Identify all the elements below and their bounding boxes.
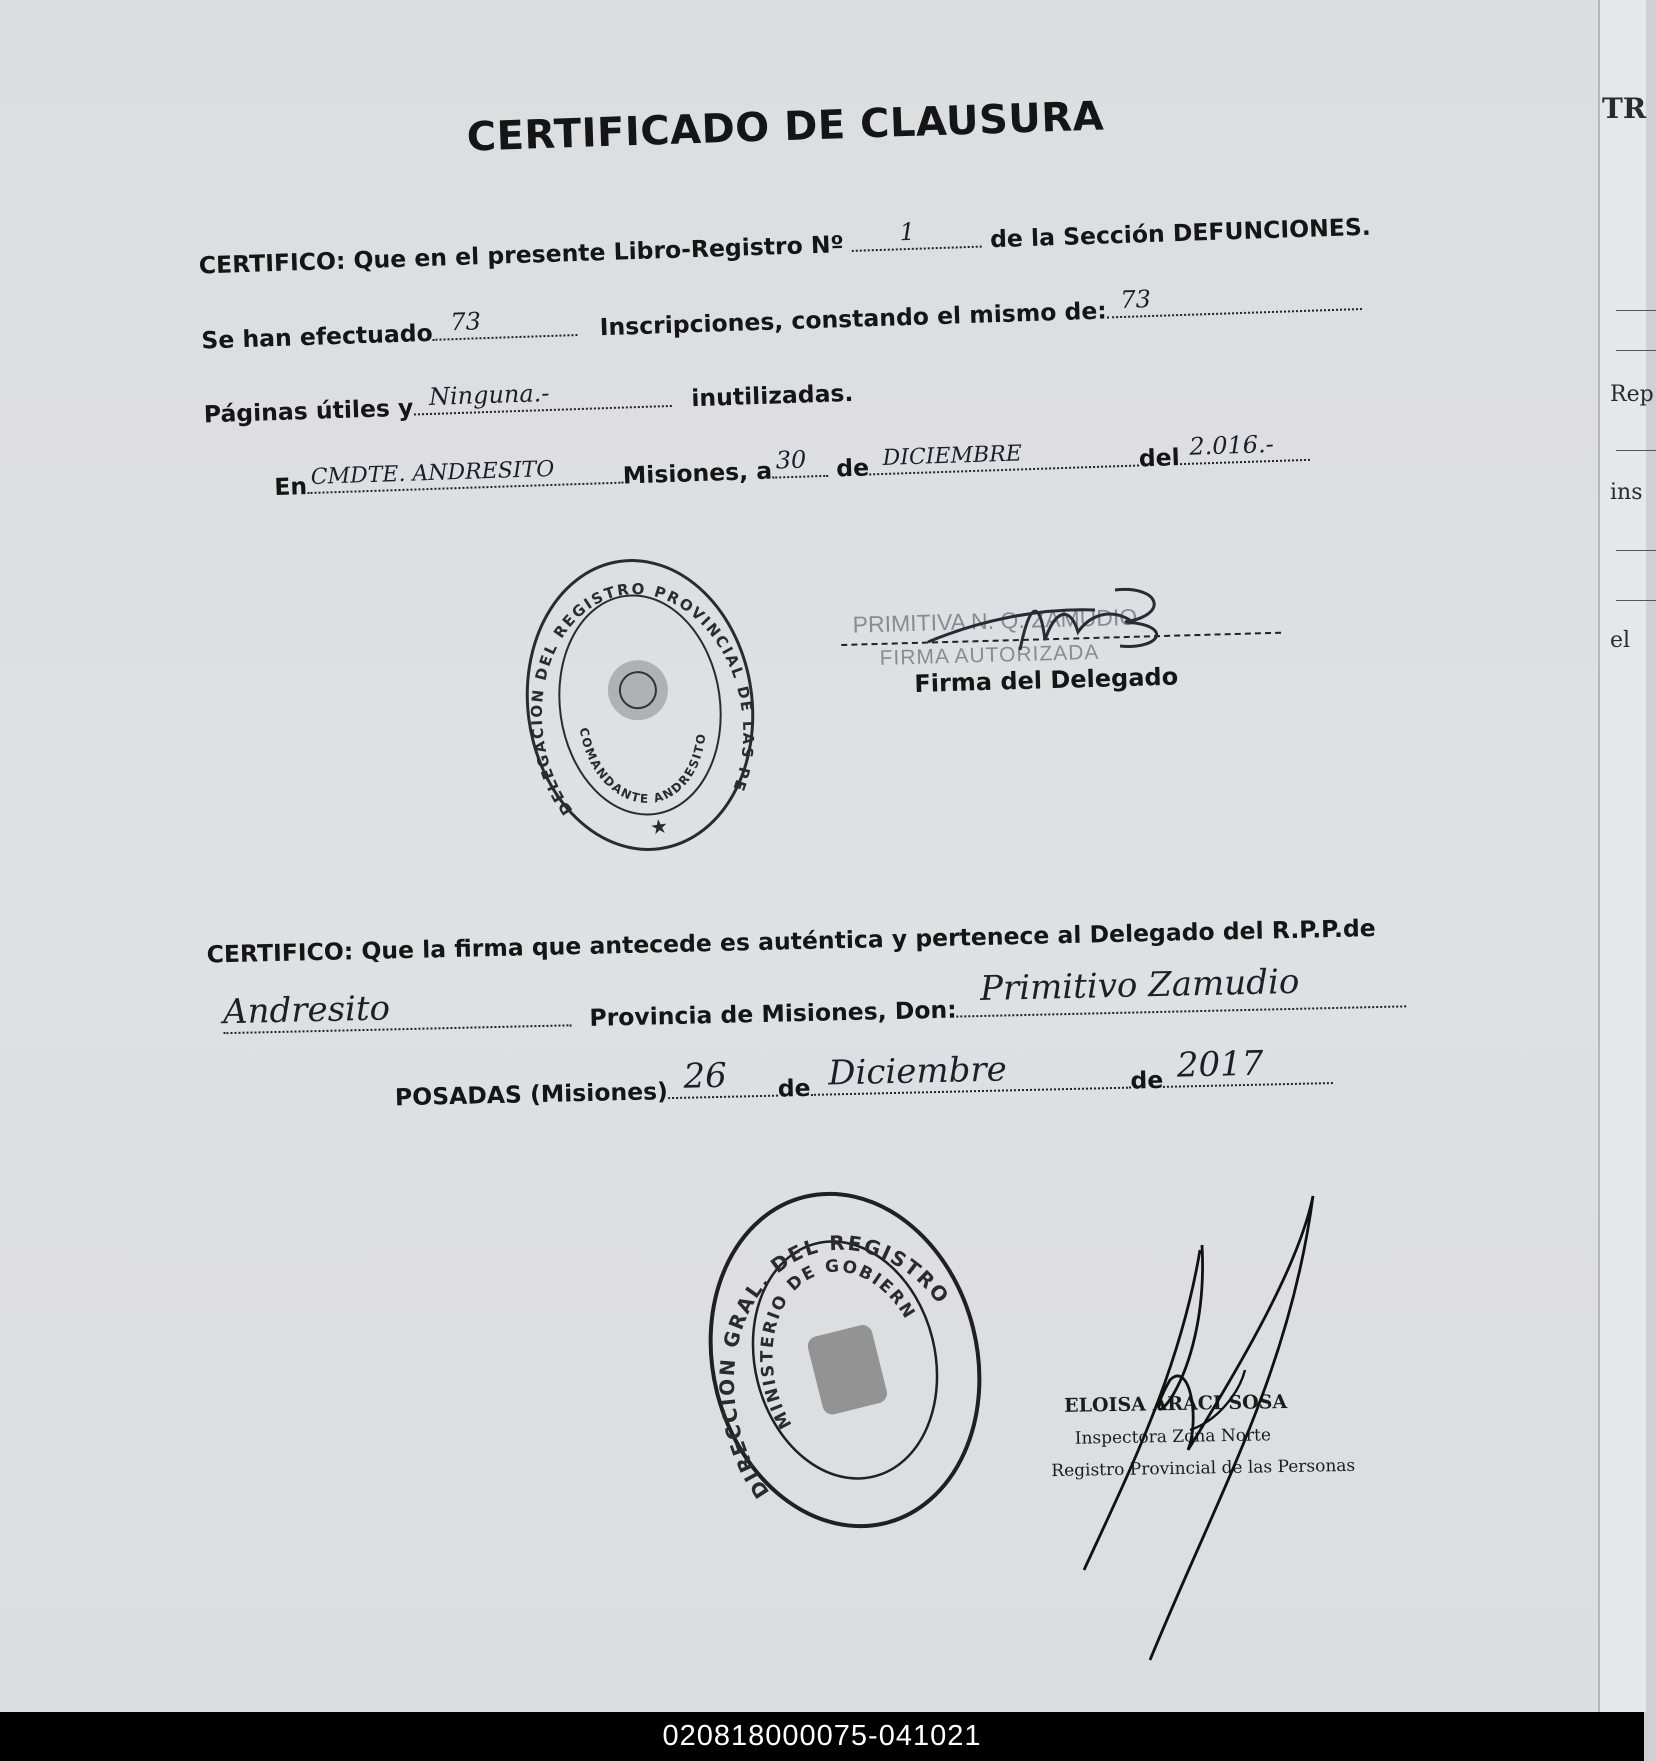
edge-fragment-2: Rep (1610, 382, 1654, 407)
de-text: de (835, 453, 870, 483)
anio-value: 2.016.- (1188, 430, 1275, 461)
direccion-stamp-outer: DIRECCION GRAL. DEL REGISTRO (714, 1230, 955, 1503)
coat-of-arms-icon (806, 1323, 889, 1417)
direccion-stamp-inner: MINISTERIO DE GOBIERNO (757, 1256, 920, 1433)
libro-numero: 1 (899, 217, 916, 247)
en-prefix: En (273, 472, 308, 502)
inutilizadas-suffix: inutilizadas. (690, 378, 854, 413)
delegacion-stamp-inner: COMANDANTE ANDRESITO (576, 726, 709, 807)
anio2-field (1163, 1043, 1333, 1088)
de2b-text: de (1130, 1065, 1164, 1095)
mes2-field (810, 1049, 1130, 1096)
direccion-stamp (700, 1180, 990, 1540)
firma-delegado-label: Firma del Delegado (913, 662, 1179, 698)
dia2-field (667, 1055, 777, 1099)
paginas-value: 73 (1119, 285, 1152, 315)
provincia-text: Provincia de Misiones, Don: (589, 995, 957, 1032)
edge-fragment-1: TR (1602, 92, 1647, 125)
posadas-prefix: POSADAS (Misiones) (394, 1077, 669, 1112)
localidad2-value: Andresito (222, 988, 391, 1033)
libro-suffix: de la Sección DEFUNCIONES. (989, 212, 1372, 254)
del-text: del (1138, 443, 1181, 473)
dia2-value: 26 (683, 1055, 728, 1097)
inutilizadas-value: Ninguna.- (428, 379, 550, 411)
edge-fragment-3: ins (1610, 480, 1643, 505)
misiones-text: Misiones, a (622, 456, 773, 490)
star-icon: ★ (648, 813, 670, 840)
scan-id-footer: 020818000075-041021 (0, 1712, 1644, 1761)
inscripciones-value: 73 (449, 307, 482, 337)
inspector-signature (1070, 1190, 1340, 1670)
adjacent-page-edge (1598, 0, 1654, 1712)
posadas-line (394, 1043, 1334, 1112)
inspector-role: Inspectora Zona Norte (1074, 1425, 1272, 1449)
efectuado-prefix: Se han efectuado (200, 318, 434, 355)
inspector-name: ELOISA ARACI SOSA (1063, 1391, 1288, 1417)
constando-text: Inscripciones, constando el mismo de: (599, 296, 1108, 342)
edge-fragment-4: el (1610, 628, 1631, 653)
libro-prefix: CERTIFICO: Que en el presente Libro-Registro Nº (198, 230, 845, 280)
delegado-stamp-role: FIRMA AUTORIZADA (879, 640, 1100, 670)
document-title: CERTIFICADO DE CLAUSURA (466, 93, 1105, 161)
dia-value: 30 (775, 445, 807, 475)
de2a-text: de (777, 1073, 811, 1103)
localidad2-field (222, 988, 571, 1034)
certifico-firma-line: CERTIFICO: Que la firma que antecede es auténtica y pertenece al Delegado del R.P.P.de (206, 914, 1376, 969)
mes2-value: Diciembre (827, 1049, 1008, 1094)
certifico-firma-line-2 (222, 961, 1407, 1040)
nombre-field (956, 961, 1406, 1017)
paginas-prefix: Páginas útiles y (203, 393, 414, 429)
mes-value: DICIEMBRE (882, 441, 1023, 471)
delegacion-stamp-outer: DELEGACION DEL REGISTRO PROVINCIAL DE LAS PERSONAS (527, 579, 758, 819)
localidad-value: CMDTE. ANDRESITO (310, 456, 555, 490)
inspector-org: Registro Provincial de las Personas (1051, 1455, 1356, 1482)
anio2-value: 2017 (1176, 1043, 1264, 1086)
nombre-value: Primitivo Zamudio (979, 961, 1300, 1010)
delegado-stamp-name: PRIMITIVA N. Q. ZAMUDIO (852, 603, 1138, 638)
